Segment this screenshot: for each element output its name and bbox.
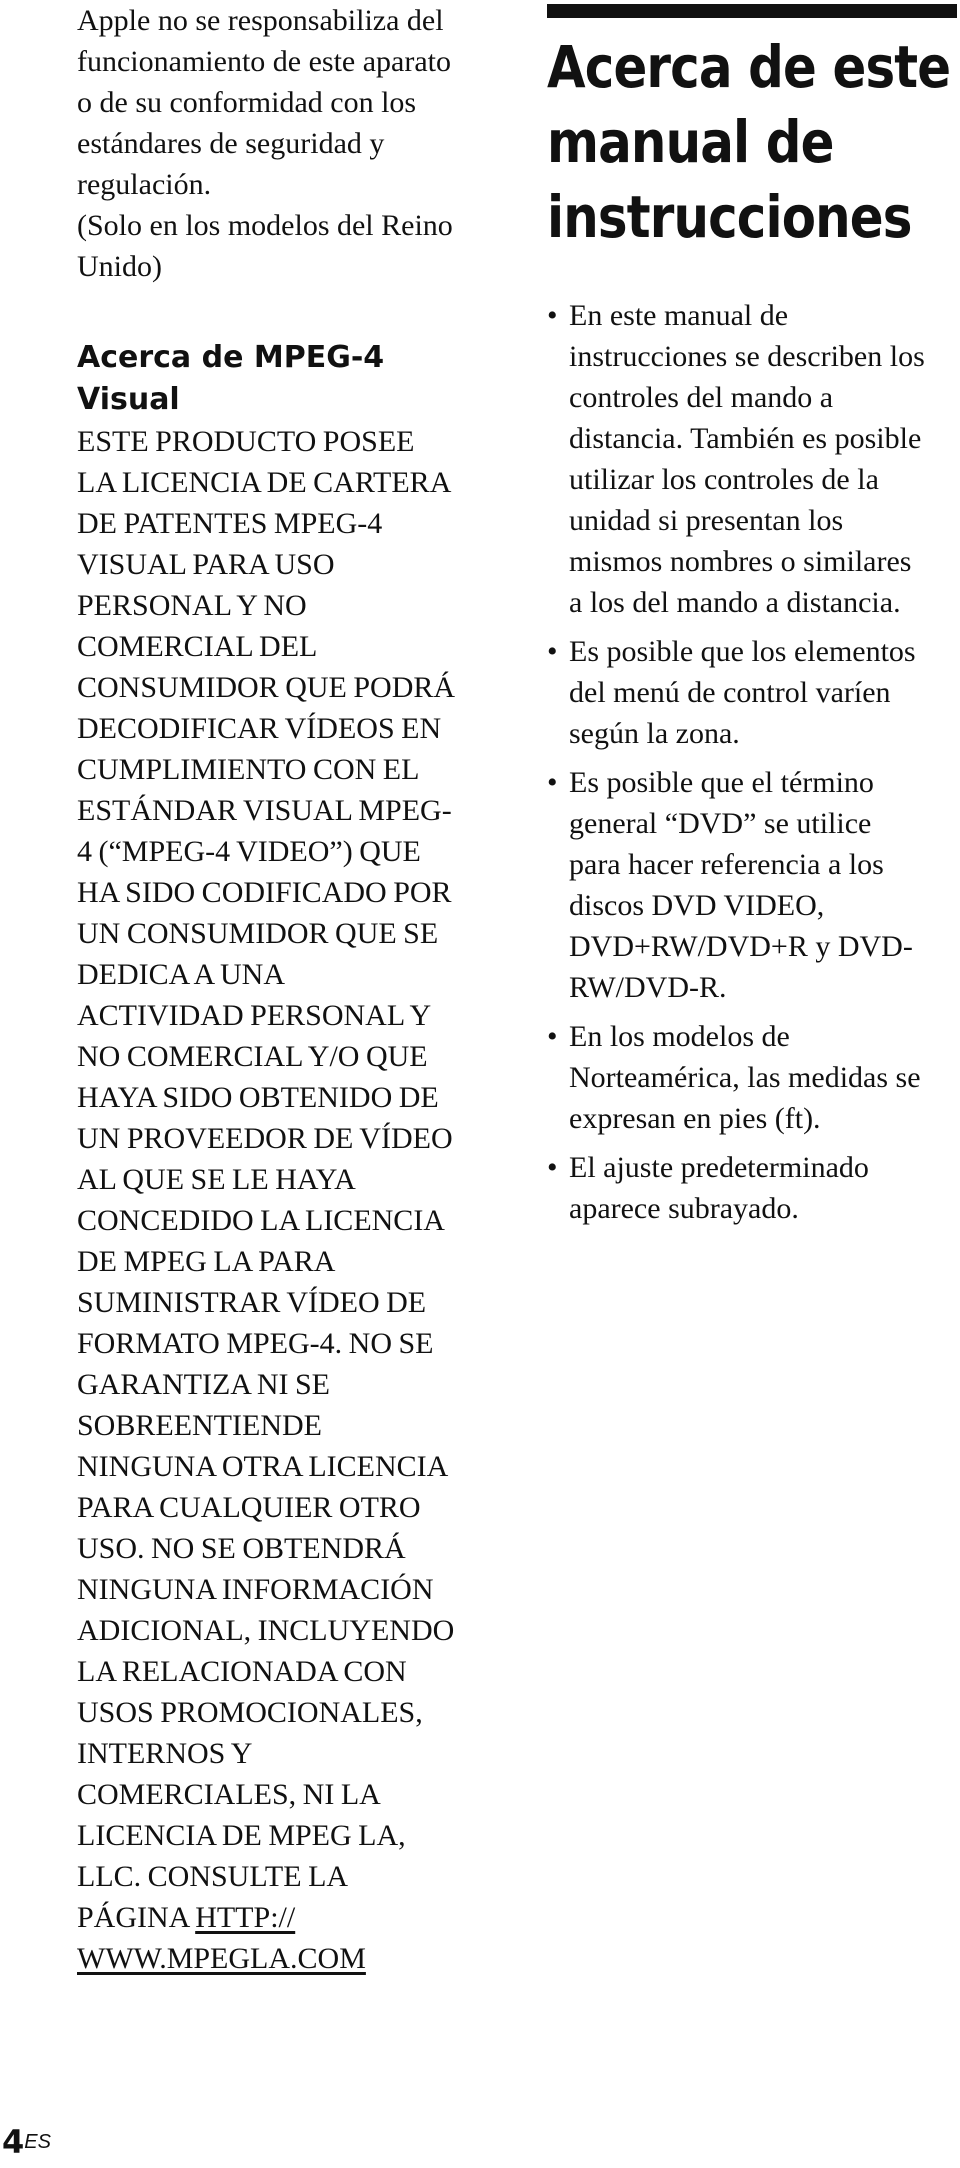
mpegla-link[interactable]: HTTP:// <box>195 1901 296 1934</box>
license-line: COMERCIALES, NI LA <box>77 1778 381 1811</box>
note-line: utilizar los controles de la <box>569 463 879 496</box>
license-line: ESTÁNDAR VISUAL MPEG- <box>77 794 452 827</box>
license-line: AL QUE SE LE HAYA <box>77 1163 356 1196</box>
intro-line: estándares de seguridad y <box>77 127 385 160</box>
bullet-icon: • <box>547 766 558 799</box>
note-line: distancia. También es posible <box>569 422 922 455</box>
note-line: mismos nombres o similares <box>569 545 912 578</box>
license-line: UN CONSUMIDOR QUE SE <box>77 917 439 950</box>
license-line: FORMATO MPEG-4. NO SE <box>77 1327 434 1360</box>
intro-line: regulación. <box>77 168 212 201</box>
right-column <box>547 4 957 1237</box>
note-line: para hacer referencia a los <box>569 848 884 881</box>
intro-line: Apple no se responsabiliza del <box>77 4 444 37</box>
note-item <box>547 631 957 754</box>
license-line: PARA CUALQUIER OTRO <box>77 1491 421 1524</box>
note-line: general “DVD” se utilice <box>569 807 872 840</box>
note-line: controles del mando a <box>569 381 834 414</box>
intro-line: funcionamiento de este aparato <box>77 45 452 78</box>
license-line: SUMINISTRAR VÍDEO DE <box>77 1286 427 1319</box>
note-line: discos DVD VIDEO, <box>569 889 825 922</box>
license-line: ESTE PRODUCTO POSEE <box>77 425 415 458</box>
manual-notes-list <box>547 295 957 1229</box>
note-line: unidad si presentan los <box>569 504 844 537</box>
license-line: CUMPLIMIENTO CON EL <box>77 753 420 786</box>
license-line: LICENCIA DE MPEG LA, <box>77 1819 406 1852</box>
license-line: NINGUNA INFORMACIÓN <box>77 1573 434 1606</box>
note-line: Norteamérica, las medidas se <box>569 1061 921 1094</box>
bullet-icon: • <box>547 635 558 668</box>
bullet-icon: • <box>547 1151 558 1184</box>
license-line: COMERCIAL DEL <box>77 630 318 663</box>
license-line: SOBREENTIENDE <box>77 1409 322 1442</box>
bullet-icon: • <box>547 1020 558 1053</box>
license-line: USOS PROMOCIONALES, <box>77 1696 423 1729</box>
mpegla-link[interactable]: WWW.MPEGLA.COM <box>77 1942 366 1975</box>
heading-line: Acerca de MPEG-4 <box>77 340 385 375</box>
license-line: NO COMERCIAL Y/O QUE <box>77 1040 428 1073</box>
license-line: CONCEDIDO LA LICENCIA <box>77 1204 445 1237</box>
note-line: según la zona. <box>569 717 740 750</box>
left-column <box>77 0 497 1979</box>
title-line: Acerca de este <box>547 33 951 101</box>
license-line: USO. NO SE OBTENDRÁ <box>77 1532 406 1565</box>
page-language-suffix: ES <box>24 2131 51 2153</box>
intro-line: o de su conformidad con los <box>77 86 417 119</box>
bullet-icon: • <box>547 299 558 332</box>
license-line: ADICIONAL, INCLUYENDO <box>77 1614 455 1647</box>
note-line: a los del mando a distancia. <box>569 586 901 619</box>
license-line: LA LICENCIA DE CARTERA <box>77 466 452 499</box>
note-item <box>547 762 957 1008</box>
license-line: PÁGINA <box>77 1901 196 1934</box>
page-number-digit: 4 <box>2 2123 25 2161</box>
license-line: INTERNOS Y <box>77 1737 253 1770</box>
title-line: instrucciones <box>547 183 912 251</box>
license-line: NINGUNA OTRA LICENCIA <box>77 1450 449 1483</box>
mpeg4-section-heading <box>77 337 497 421</box>
page-number <box>2 2124 51 2160</box>
apple-disclaimer <box>77 0 497 287</box>
intro-line: Unido) <box>77 250 162 283</box>
license-line: PERSONAL Y NO <box>77 589 307 622</box>
note-line: instrucciones se describen los <box>569 340 925 373</box>
license-line: VISUAL PARA USO <box>77 548 335 581</box>
license-line: DE MPEG LA PARA <box>77 1245 336 1278</box>
license-line: CONSUMIDOR QUE PODRÁ <box>77 671 456 704</box>
license-line: LA RELACIONADA CON <box>77 1655 407 1688</box>
license-line: DE PATENTES MPEG-4 <box>77 507 383 540</box>
license-line: GARANTIZA NI SE <box>77 1368 330 1401</box>
license-line: LLC. CONSULTE LA <box>77 1860 349 1893</box>
note-item <box>547 1147 957 1229</box>
note-line: aparece subrayado. <box>569 1192 799 1225</box>
note-line: expresan en pies (ft). <box>569 1102 821 1135</box>
intro-line: (Solo en los modelos del Reino <box>77 209 453 242</box>
license-line: 4 (“MPEG-4 VIDEO”) QUE <box>77 835 421 868</box>
note-line: El ajuste predeterminado <box>569 1151 869 1184</box>
license-line: HAYA SIDO OBTENIDO DE <box>77 1081 439 1114</box>
license-line: DEDICA A UNA <box>77 958 286 991</box>
license-line: UN PROVEEDOR DE VÍDEO <box>77 1122 453 1155</box>
note-item <box>547 295 957 623</box>
license-line: ACTIVIDAD PERSONAL Y <box>77 999 432 1032</box>
mpeg4-license-text <box>77 421 497 1979</box>
note-line: En los modelos de <box>569 1020 790 1053</box>
note-line: En este manual de <box>569 299 789 332</box>
note-line: DVD+RW/DVD+R y DVD- <box>569 930 913 963</box>
note-item <box>547 1016 957 1139</box>
license-line: HA SIDO CODIFICADO POR <box>77 876 452 909</box>
note-line: Es posible que los elementos <box>569 635 916 668</box>
note-line: del menú de control varíen <box>569 676 891 709</box>
section-rule <box>547 4 957 18</box>
title-line: manual de <box>547 108 834 176</box>
heading-line: Visual <box>77 382 180 417</box>
note-line: RW/DVD-R. <box>569 971 727 1004</box>
manual-title <box>547 30 951 255</box>
license-line: DECODIFICAR VÍDEOS EN <box>77 712 442 745</box>
note-line: Es posible que el término <box>569 766 874 799</box>
